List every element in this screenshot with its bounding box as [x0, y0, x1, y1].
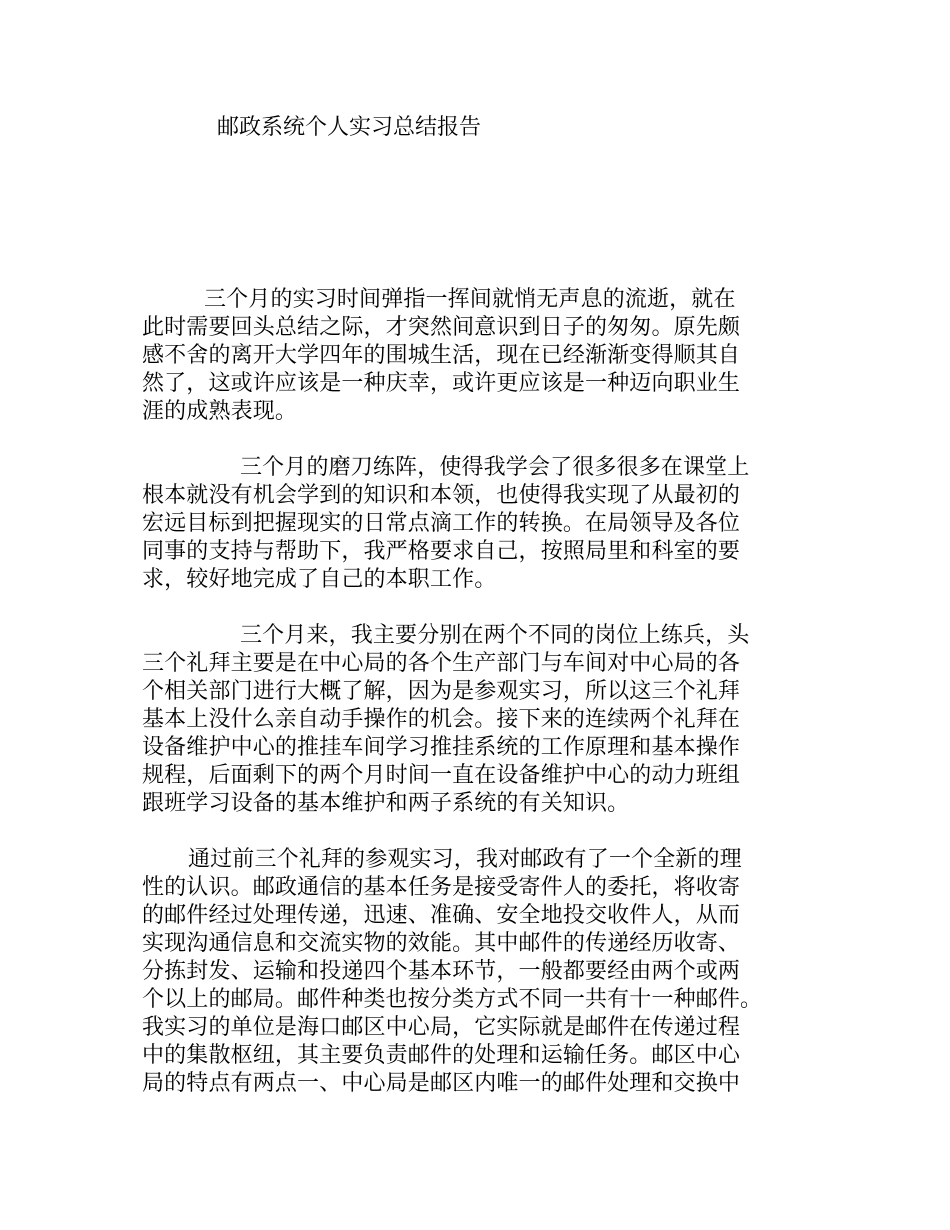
document-title: 邮政系统个人实习总结报告	[217, 115, 482, 140]
paragraph-2-line-4: 同事的支持与帮助下，我严格要求自己，按照局里和科室的要	[142, 539, 741, 564]
paragraph-4-line-9: 局的特点有两点一、中心局是邮区内唯一的邮件处理和交换中	[142, 1071, 741, 1096]
paragraph-1-line-5: 涯的成熟表现。	[142, 399, 298, 424]
paragraph-1-line-3: 感不舍的离开大学四年的围城生活，现在已经渐渐变得顺其自	[142, 343, 741, 368]
paragraph-2-line-5: 求，较好地完成了自己的本职工作。	[142, 567, 497, 592]
paragraph-3-line-3: 个相关部门进行大概了解，因为是参观实习，所以这三个礼拜	[142, 679, 741, 704]
paragraph-3-line-7: 跟班学习设备的基本维护和两子系统的有关知识。	[142, 791, 630, 816]
paragraph-4-line-7: 我实习的单位是海口邮区中心局，它实际就是邮件在传递过程	[142, 1015, 741, 1040]
paragraph-3-line-2: 三个礼拜主要是在中心局的各个生产部门与车间对中心局的各	[142, 651, 741, 676]
paragraph-1-line-2: 此时需要回头总结之际，才突然间意识到日子的匆匆。原先颇	[142, 315, 741, 340]
paragraph-1-line-1: 三个月的实习时间弹指一挥间就悄无声息的流逝，就在	[204, 287, 736, 312]
paragraph-2-line-2: 根本就没有机会学到的知识和本领，也使得我实现了从最初的	[142, 483, 741, 508]
paragraph-3-line-5: 设备维护中心的推挂车间学习推挂系统的工作原理和基本操作	[142, 735, 741, 760]
paragraph-4-line-5: 分拣封发、运输和投递四个基本环节，一般都要经由两个或两	[142, 959, 741, 984]
paragraph-4-line-6: 个以上的邮局。邮件种类也按分类方式不同一共有十一种邮件。	[142, 987, 763, 1012]
paragraph-3-line-1: 三个月来，我主要分别在两个不同的岗位上练兵，头	[240, 623, 750, 648]
paragraph-2-line-1: 三个月的磨刀练阵，使得我学会了很多很多在课堂上	[240, 455, 750, 480]
paragraph-4-line-2: 性的认识。邮政通信的基本任务是接受寄件人的委托，将收寄	[142, 875, 741, 900]
paragraph-3-line-6: 规程，后面剩下的两个月时间一直在设备维护中心的动力班组	[142, 763, 741, 788]
paragraph-4-line-3: 的邮件经过处理传递，迅速、准确、安全地投交收件人，从而	[142, 903, 741, 928]
paragraph-4-line-1: 通过前三个礼拜的参观实习，我对邮政有了一个全新的理	[188, 847, 742, 872]
paragraph-4-line-4: 实现沟通信息和交流实物的效能。其中邮件的传递经历收寄、	[142, 931, 741, 956]
paragraph-2-line-3: 宏远目标到把握现实的日常点滴工作的转换。在局领导及各位	[142, 511, 741, 536]
paragraph-3-line-4: 基本上没什么亲自动手操作的机会。接下来的连续两个礼拜在	[142, 707, 741, 732]
paragraph-4-line-8: 中的集散枢纽，其主要负责邮件的处理和运输任务。邮区中心	[142, 1043, 741, 1068]
paragraph-1-line-4: 然了，这或许应该是一种庆幸，或许更应该是一种迈向职业生	[142, 371, 741, 396]
